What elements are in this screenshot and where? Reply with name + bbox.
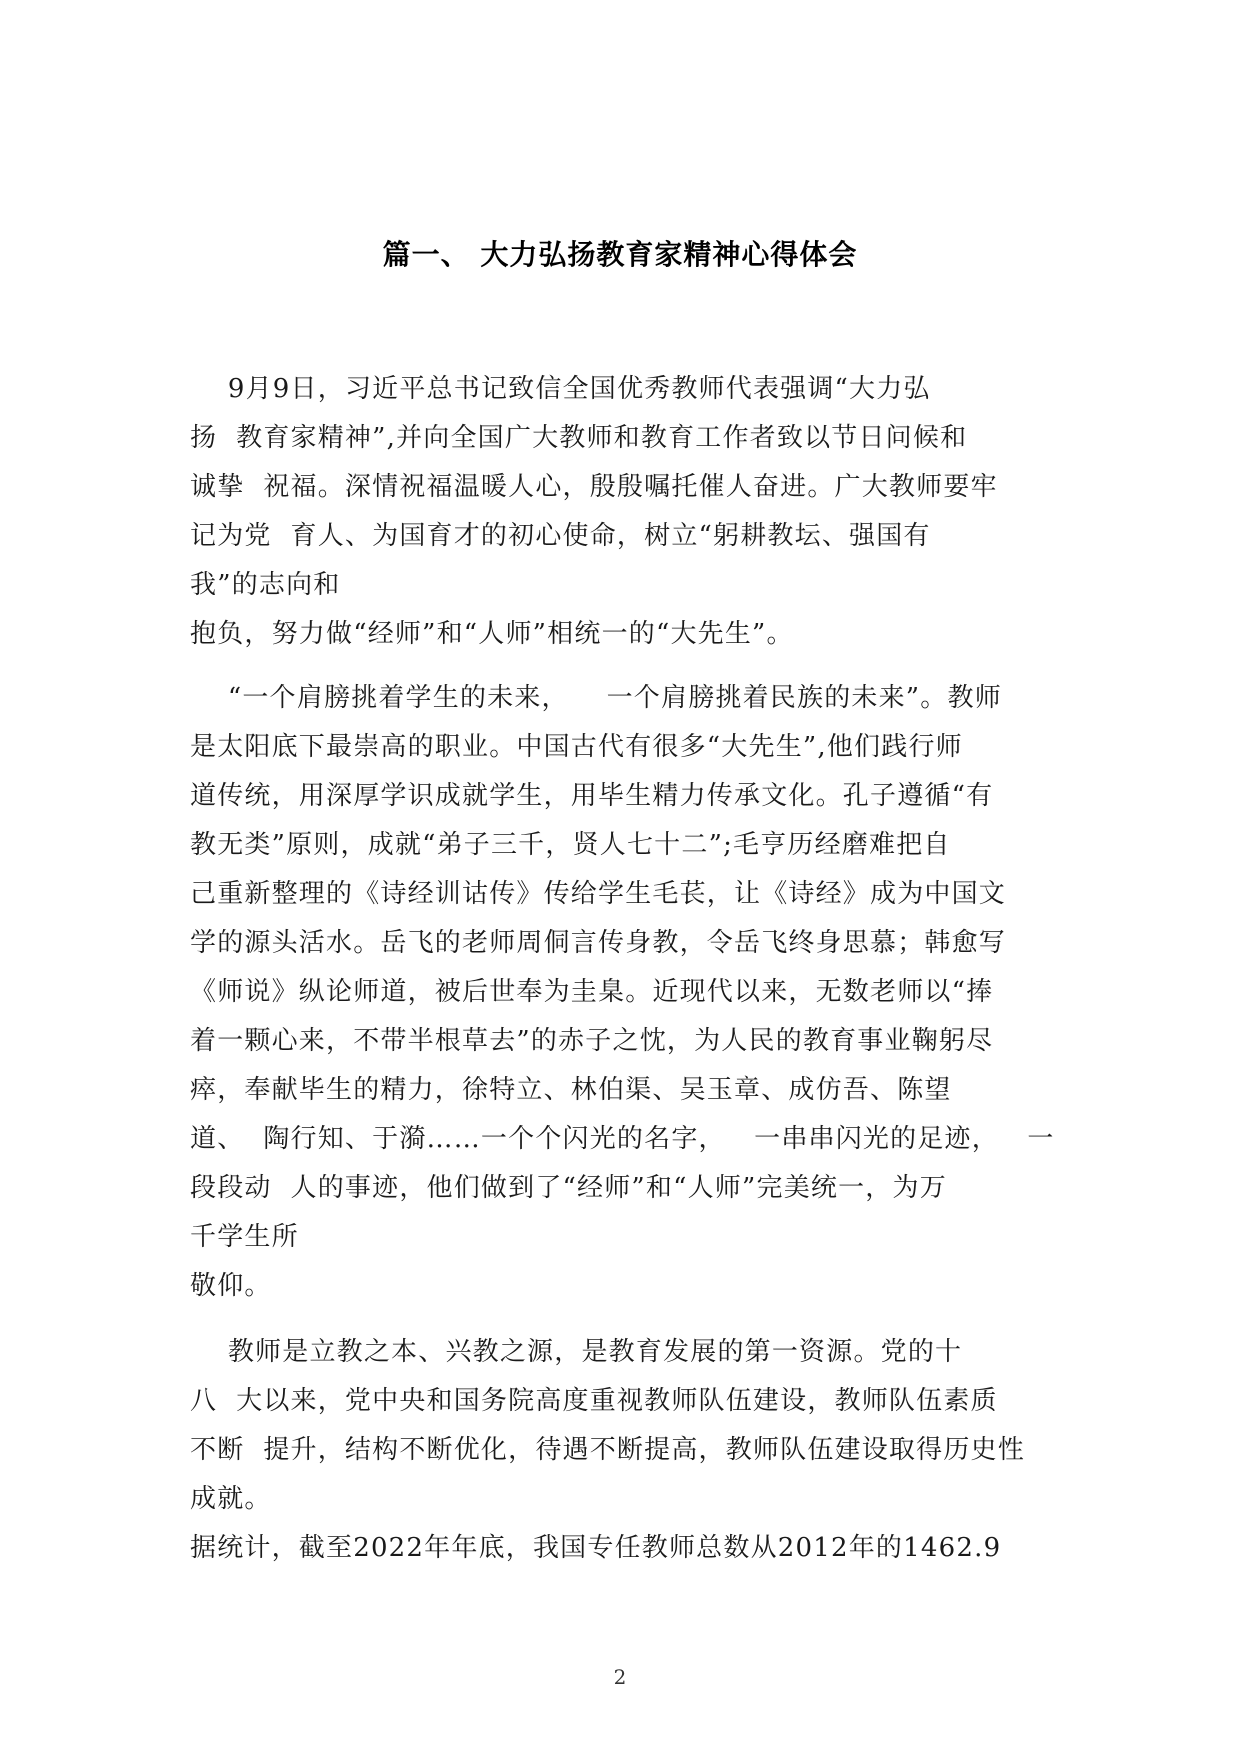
text-line: 千学生所 [190,1222,299,1252]
page-number: 2 [613,1665,627,1689]
text-line: 我”的志向和 [190,570,341,600]
text-line: 成就。 [190,1484,272,1514]
text-line: 抱负，努力做“经师”和“人师”相统一的“大先生”。 [190,619,794,649]
text-line: 八 大以来，党中央和国务院高度重视教师队伍建设，教师队伍素质 [190,1386,998,1416]
document-title: 篇一、 大力弘扬教育家精神心得体会 [382,238,858,271]
text-line: 是太阳底下最崇高的职业。中国古代有很多“大先生”,他们践行师 [190,732,963,762]
text-line: 扬 教育家精神”,并向全国广大教师和教育工作者致以节日问候和 [190,423,968,453]
text-line: “一个肩膀挑着学生的未来， 一个肩膀挑着民族的未来”。教师 [190,683,1002,713]
text-line: 着一颗心来，不带半根草去”的赤子之忱，为人民的教育事业鞠躬尽 [190,1026,994,1056]
text-line: 道、 陶行知、于漪……一个个闪光的名字， 一串串闪光的足迹， 一 [190,1124,1055,1154]
text-line: 瘁，奉献毕生的精力，徐特立、林伯渠、吴玉章、成仿吾、陈望 [190,1075,952,1105]
text-line: 道传统，用深厚学识成就学生，用毕生精力传承文化。孔子遵循“有 [190,781,994,811]
text-line: 教师是立教之本、兴教之源，是教育发展的第一资源。党的十 [190,1337,963,1367]
text-line: 9月9日，习近平总书记致信全国优秀教师代表强调“大力弘 [190,374,931,404]
text-line: 据统计，截至2022年年底，我国专任教师总数从2012年的1462.9 [190,1533,1002,1563]
text-line: 诚挚 祝福。深情祝福温暖人心，殷殷嘱托催人奋进。广大教师要牢 [190,472,998,502]
text-line: 敬仰。 [190,1271,272,1301]
text-line: 不断 提升，结构不断优化，待遇不断提高，教师队伍建设取得历史性 [190,1435,1025,1465]
text-line: 己重新整理的《诗经训诂传》传给学生毛苌，让《诗经》成为中国文 [190,879,1007,909]
text-line: 段段动 人的事迹，他们做到了“经师”和“人师”完美统一，为万 [190,1173,947,1203]
text-line: 学的源头活水。岳飞的老师周侗言传身教，令岳飞终身思慕；韩愈写 [190,928,1007,958]
text-line: 记为党 育人、为国育才的初心使命，树立“躬耕教坛、强国有 [190,521,931,551]
text-line: 教无类”原则，成就“弟子三千，贤人七十二”;毛亨历经磨难把自 [190,830,951,860]
text-line: 《师说》纵论师道，被后世奉为圭臬。近现代以来，无数老师以“捧 [190,977,994,1007]
